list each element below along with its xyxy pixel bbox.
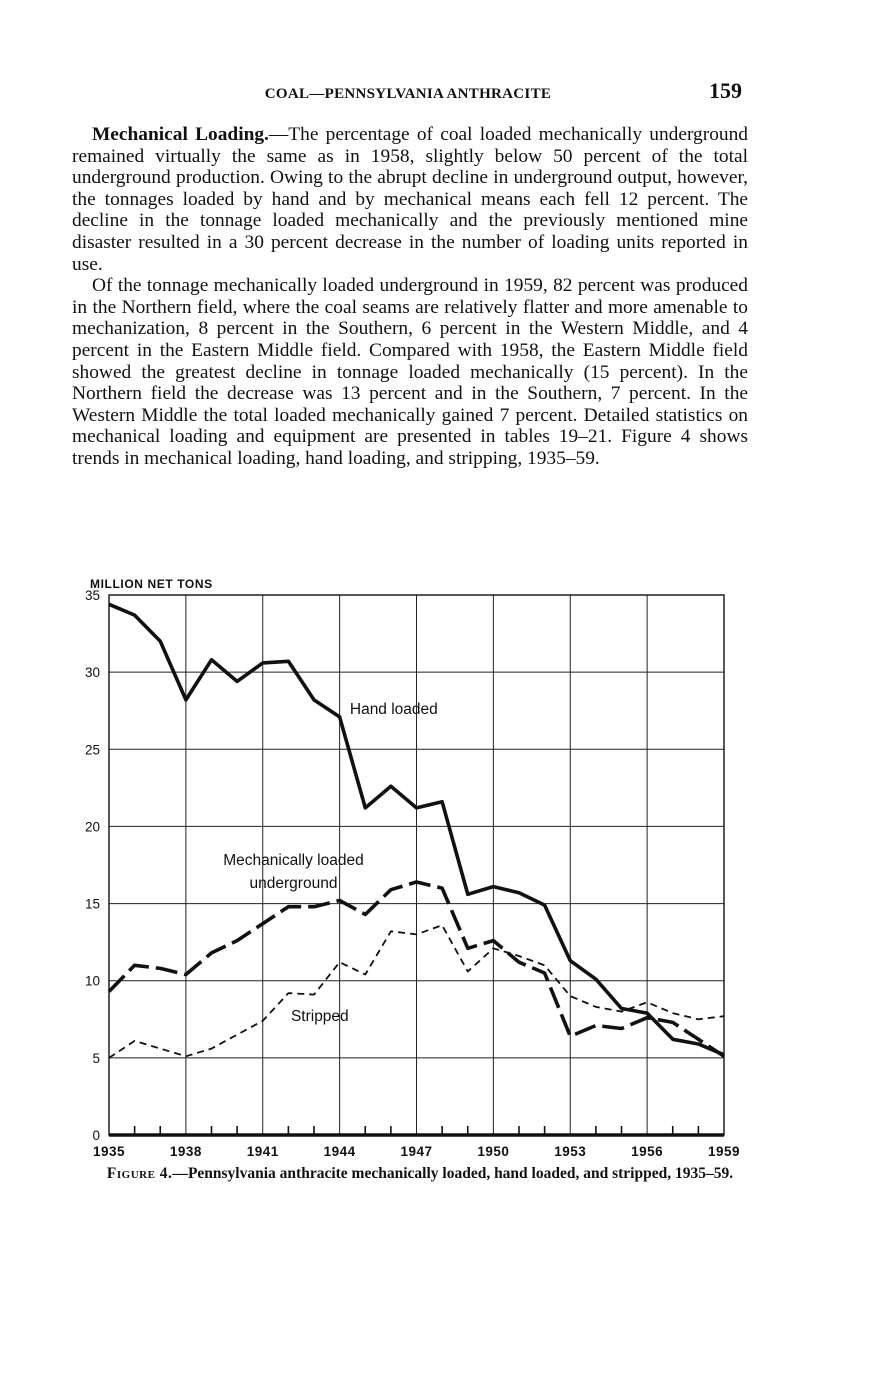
run-in-heading: Mechanical Loading. [92, 124, 269, 145]
paragraph-mechanical-loading [72, 124, 748, 275]
running-head: COAL—PENNSYLVANIA ANTHRACITE [264, 86, 552, 102]
caption-text: —Pennsylvania anthracite mechanically loaded, hand loaded, and stripped, 1935–59. [172, 1165, 734, 1182]
series-label-underground: underground [249, 875, 338, 893]
x-tick-label: 1938 [169, 1144, 202, 1159]
figure-caption [100, 1165, 740, 1183]
paragraph-1-text: —The percentage of coal loaded mechanically underground remained virtually the same as in 1958, slightly below 50 percent of the total underground production. Owing to the abrupt decline in underground output, however, the tonnages loaded by hand and by mechanical means each fell 12 percent. The decline in the tonnage loaded mechanically and the previously mentioned mine disaster resulted in a 30 percent decrease in the number of loading units reported in use. [72, 124, 748, 275]
x-tick-label: 1935 [92, 1144, 126, 1159]
line-chart [60, 572, 760, 1162]
x-tick-label: 1944 [323, 1144, 356, 1159]
y-tick-label: 10 [84, 973, 100, 989]
y-axis-title: MILLION NET TONS [90, 577, 213, 591]
x-tick-label: 1947 [400, 1144, 433, 1159]
body-text [72, 124, 748, 470]
y-tick-label: 0 [92, 1128, 100, 1143]
y-tick-label: 35 [84, 588, 100, 603]
series-label-mechanically-loaded: Mechanically loaded [223, 852, 364, 869]
y-tick-label: 5 [92, 1050, 100, 1066]
y-tick-label: 25 [84, 742, 100, 758]
y-tick-label: 20 [84, 819, 100, 835]
x-tick-label: 1956 [631, 1144, 664, 1159]
series-label-hand-loaded: Hand loaded [349, 700, 438, 718]
paragraph-2 [72, 275, 748, 469]
series-label-stripped: Stripped [290, 1007, 349, 1025]
page-header [72, 78, 744, 108]
caption-prefix: Figure 4. [106, 1165, 173, 1182]
paragraph-2-text: Of the tonnage mechanically loaded underground in 1959, 82 percent was produced in the Northern field, where the coal seams are relatively flatter and more amenable to mechanization, 8 percent in the Southern, 6 percent in the Western Middle, and 4 percent in the Eastern Middle field. Compared with 1958, the Eastern Middle field showed the greatest decline in tonnage loaded mechanically (15 percent). In the Northern field the decrease was 13 percent and in the Southern, 7 percent. In the Western Middle the total loaded mechanically gained 7 percent. Detailed statistics on mechanical loading and equipment are presented in tables 19–21. Figure 4 shows trends in mechanical loading, hand loading, and stripping, 1935–59. [72, 275, 748, 469]
page-number: 159 [709, 78, 742, 103]
figure-4-chart [60, 572, 760, 1162]
x-tick-label: 1941 [246, 1144, 279, 1159]
y-tick-label: 15 [84, 896, 100, 912]
x-tick-label: 1959 [707, 1144, 741, 1159]
x-tick-label: 1950 [477, 1144, 510, 1159]
y-tick-label: 30 [84, 665, 100, 681]
x-tick-label: 1953 [554, 1144, 587, 1159]
